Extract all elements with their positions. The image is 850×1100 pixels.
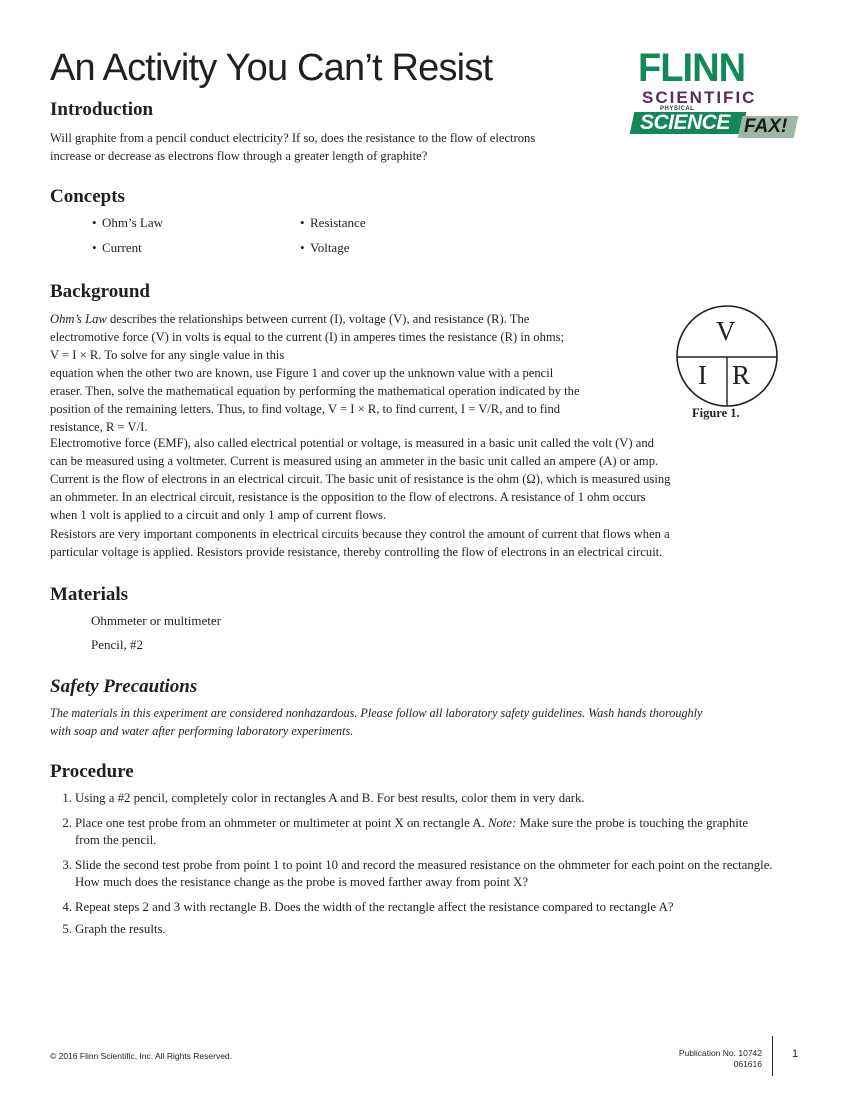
step-text: Using a #2 pencil, completely color in rectangles A and B. For best results, color them in very dark. — [75, 791, 585, 805]
step-text: Place one test probe from an ohmmeter or multimeter at point X on rectangle A. Note: Make sure the probe is touching the graphite from the pencil. — [75, 816, 749, 847]
step-number: 1. — [62, 791, 72, 805]
background-paragraph-3: Resistors are very important components in electrical circuits because they control the amount of current that flows when a particular voltage is applied. Resistors provide resistance, thereby controlling the flow of electrons in an electrical circuit. — [50, 527, 670, 559]
step-text: Graph the results. — [75, 922, 166, 936]
bullet-icon: • — [92, 215, 97, 230]
copyright-notice: © 2016 Flinn Scientific, Inc. All Rights Reserved. — [50, 1051, 233, 1061]
intro-line-1: Will graphite from a pencil conduct electricity? If so, does the resistance to the flow of electrons — [50, 131, 536, 145]
intro-line-2: increase or decrease as electrons flow through a greater length of graphite? — [50, 149, 428, 163]
introduction-heading: Introduction — [50, 99, 154, 120]
step-number: 4. — [62, 900, 72, 914]
concept-item: • Ohm’s Law — [92, 215, 164, 230]
concepts-heading: Concepts — [50, 186, 125, 207]
material-item: Pencil, #2 — [91, 637, 143, 652]
procedure-step — [56, 815, 776, 849]
step-text: Repeat steps 2 and 3 with rectangle B. Does the width of the rectangle affect the resistance compared to rectangle A? — [75, 900, 674, 914]
procedure-step — [56, 790, 776, 807]
introduction-text — [50, 129, 535, 165]
background-paragraph-1: Ohm’s Law describes the relationships between current (I), voltage (V), and resistance (R). The electromotive force (V) in volts is equal to the current (I) in amperes times the resistance (R) in ohms; V = I × R. To solve for any single value in this equation when the other two are known, use Figure 1 and cover up the unknown value with a pencil eraser. Then, solve the mathematical equation by performing the mathematical operation indicated by the position of the remaining letters. Thus, to find voltage, V = I × R, to find current, I = V/R, and to find resistance, R = V/I. — [50, 312, 580, 434]
publication-info — [679, 1048, 762, 1070]
background-heading: Background — [50, 281, 150, 302]
procedure-step — [56, 921, 776, 938]
step-number: 3. — [62, 858, 72, 872]
figure-voltage-letter: V — [716, 316, 736, 346]
materials-heading: Materials — [50, 584, 129, 605]
flinn-scientific-logo — [632, 46, 802, 145]
note-label: Note: — [487, 816, 517, 830]
procedure-step — [56, 857, 776, 891]
procedure-step — [56, 899, 776, 916]
logo-fax-text: FAX! — [744, 116, 788, 137]
ohms-law-triangle-figure — [668, 304, 786, 426]
bullet-icon: • — [92, 240, 97, 255]
concept-item: • Voltage — [300, 240, 350, 255]
publication-number: Publication No. 10742 — [678, 1048, 762, 1058]
publication-code: 061616 — [733, 1059, 762, 1069]
logo-physical-text: PHYSICAL — [660, 106, 695, 112]
safety-precautions-heading: Safety Precautions — [50, 676, 198, 697]
procedure-heading: Procedure — [50, 761, 134, 782]
step-number: 5. — [62, 922, 72, 936]
concept-item: • Current — [92, 240, 142, 255]
material-item: Ohmmeter or multimeter — [91, 613, 221, 628]
ohms-law-term: Ohm’s Law — [50, 312, 107, 326]
logo-flinn-text: FLINN — [638, 46, 746, 90]
background-paragraph-2: Electromotive force (EMF), also called electrical potential or voltage, is measured in a basic unit called the volt (V) and can be measured using a voltmeter. Current is measured using an ammeter in the basic unit called an ampere (A) or amp. Current is the flow of electrons in an electrical circuit. The basic unit of resistance is the ohm (Ω), which is measured using an ohmmeter. In an electrical circuit, resistance is the opposition to the flow of electrons. A resistance of 1 ohm occurs when 1 volt is applied to a circuit and only 1 amp of current flows. — [50, 436, 671, 522]
figure-current-letter: I — [698, 360, 707, 390]
bullet-icon: • — [300, 215, 305, 230]
step-number: 2. — [62, 816, 72, 830]
concept-item: • Resistance — [300, 215, 366, 230]
page-title: An Activity You Can’t Resist — [50, 47, 493, 89]
step-text: Slide the second test probe from point 1 to point 10 and record the measured resistance on the ohmmeter for each point on the rectangle. How much does the resistance change as the probe is moved farther away from point X? — [75, 858, 773, 889]
logo-science-text: SCIENCE — [640, 111, 730, 134]
figure-resistance-letter: R — [732, 360, 751, 390]
figure-caption: Figure 1. — [692, 406, 740, 420]
bullet-icon: • — [300, 240, 305, 255]
logo-scientific-text: SCIENTIFIC — [642, 88, 757, 107]
safety-text: The materials in this experiment are considered nonhazardous. Please follow all laboratory safety guidelines. Wash hands thoroughly with soap and water after performing laboratory experiments. — [50, 706, 703, 738]
page-number: 1 — [792, 1048, 799, 1060]
footer-divider — [772, 1036, 773, 1076]
